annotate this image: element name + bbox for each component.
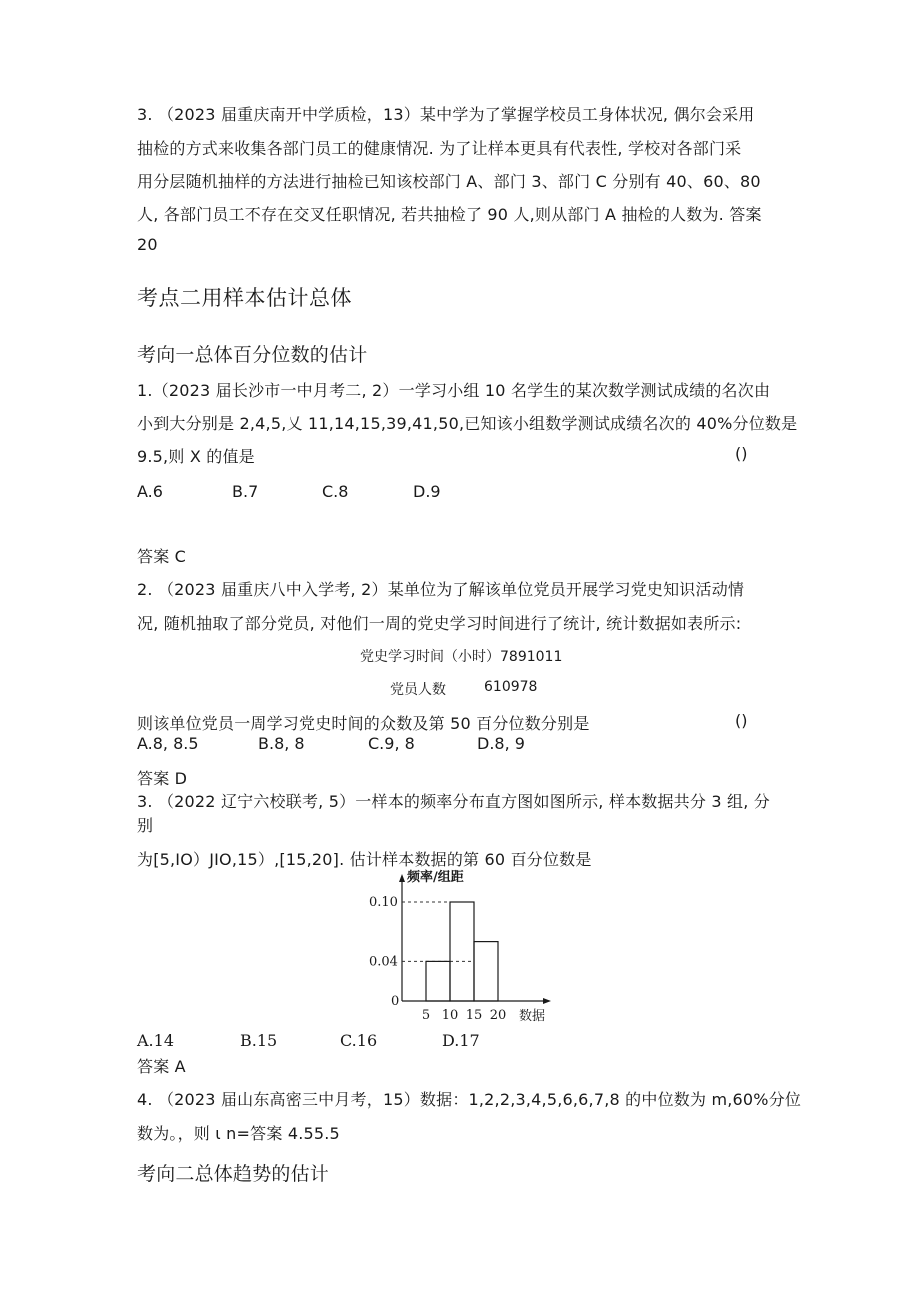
q2-table-row-1: 党史学习时间（小时）7891011: [360, 649, 563, 665]
q2-table-row-2-values: 610978: [484, 679, 538, 695]
q2-answer: 答案 D: [137, 769, 188, 788]
chart-bar-2: [474, 942, 498, 1001]
q2-line-2: 况, 随机抽取了部分党员, 对他们一周的党史学习时间进行了统计, 统计数据如表所示:: [137, 614, 742, 633]
q3-line-1: 3. （2022 辽宁六校联考, 5）一样本的频率分布直方图如图所示, 样本数据共分 3 组, 分: [137, 792, 771, 811]
q1-line-3: 9.5,则 X 的值是: [137, 447, 255, 466]
q2-answer-paren: (): [735, 711, 748, 730]
q3-option-d: D.17: [442, 1031, 480, 1050]
q3-prev-line-3: 用分层随机抽样的方法进行抽检已知该校部门 A、部门 3、部门 C 分别有 40、60、80: [137, 172, 761, 191]
q3-line-2: 别: [137, 816, 154, 835]
chart-x-arrow: [543, 998, 551, 1004]
subsection-title-1: 考向一总体百分位数的估计: [137, 344, 368, 366]
q3-prev-line-2: 抽检的方式来收集各部门员工的健康情况. 为了让样本更具有代表性, 学校对各部门采: [137, 139, 742, 158]
q1-line-2: 小到大分别是 2,4,5,乂 11,14,15,39,41,50,已知该小组数学测试成绩名次的 40%分位数是: [137, 414, 798, 433]
frequency-histogram: [355, 868, 555, 1024]
q3-option-a: A.14: [137, 1031, 174, 1050]
q2-option-d: D.8, 9: [477, 734, 525, 753]
q1-answer-paren: (): [735, 444, 748, 463]
chart-x-tick-2: 15: [465, 1008, 483, 1023]
chart-y-tick-1: 0.04: [369, 954, 398, 970]
chart-bar-1: [450, 902, 474, 1001]
q1-option-d: D.9: [413, 482, 441, 501]
q3-prev-line-4: 人, 各部门员工不存在交叉任职情况, 若共抽检了 90 人,则从部门 A 抽检的人数为. 答案: [137, 205, 762, 224]
q2-table-row-2-label: 党员人数: [390, 682, 446, 698]
q3-prev-line-1: 3. （2023 届重庆南开中学质检，13）某中学为了掌握学校员工身体状况, 偶尔会采用: [137, 105, 755, 124]
section-title: 考点二用样本估计总体: [137, 286, 352, 310]
chart-y-arrow: [399, 874, 405, 882]
q4-line-1: 4. （2023 届山东高密三中月考，15）数据：1,2,2,3,4,5,6,6,7,8 的中位数为 m,60%分位: [137, 1090, 802, 1109]
q1-option-c: C.8: [322, 482, 349, 501]
q4-line-2: 数为。，则 ι n=答案 4.55.5: [137, 1124, 340, 1143]
q1-line-1: 1.（2023 届长沙市一中月考二, 2）一学习小组 10 名学生的某次数学测试成绩的名次由: [137, 381, 771, 400]
chart-y-tick-0: 0: [391, 994, 400, 1009]
q3-line-3: 为[5,IO）JIO,15）,[15,20]. 估计样本数据的第 60 百分位数是: [137, 850, 592, 869]
chart-x-tick-3: 20: [489, 1008, 507, 1023]
q2-option-b: B.8, 8: [258, 734, 305, 753]
chart-bar-0: [426, 961, 450, 1001]
q3-option-c: C.16: [340, 1031, 378, 1050]
q3-prev-line-5: 20: [137, 235, 158, 254]
q1-option-b: B.7: [232, 482, 259, 501]
q2-option-c: C.9, 8: [368, 734, 415, 753]
q2-option-a: A.8, 8.5: [137, 734, 199, 753]
chart-x-tick-0: 5: [421, 1008, 431, 1023]
q3-option-b: B.15: [240, 1031, 278, 1050]
q2-question: 则该单位党员一周学习党史时间的众数及第 50 百分位数分别是: [137, 714, 590, 733]
chart-y-tick-2: 0.10: [369, 895, 398, 910]
chart-x-axis-label: 数据: [519, 1009, 546, 1024]
subsection-title-2: 考向二总体趋势的估计: [137, 1163, 330, 1185]
chart-y-axis-label: 频率/组距: [407, 870, 464, 885]
q2-line-1: 2. （2023 届重庆八中入学考, 2）某单位为了解该单位党员开展学习党史知识活动情: [137, 580, 745, 599]
q3-answer: 答案 A: [137, 1057, 186, 1076]
chart-x-tick-1: 10: [441, 1008, 459, 1023]
q1-option-a: A.6: [137, 482, 163, 501]
q1-answer: 答案 C: [137, 547, 187, 566]
